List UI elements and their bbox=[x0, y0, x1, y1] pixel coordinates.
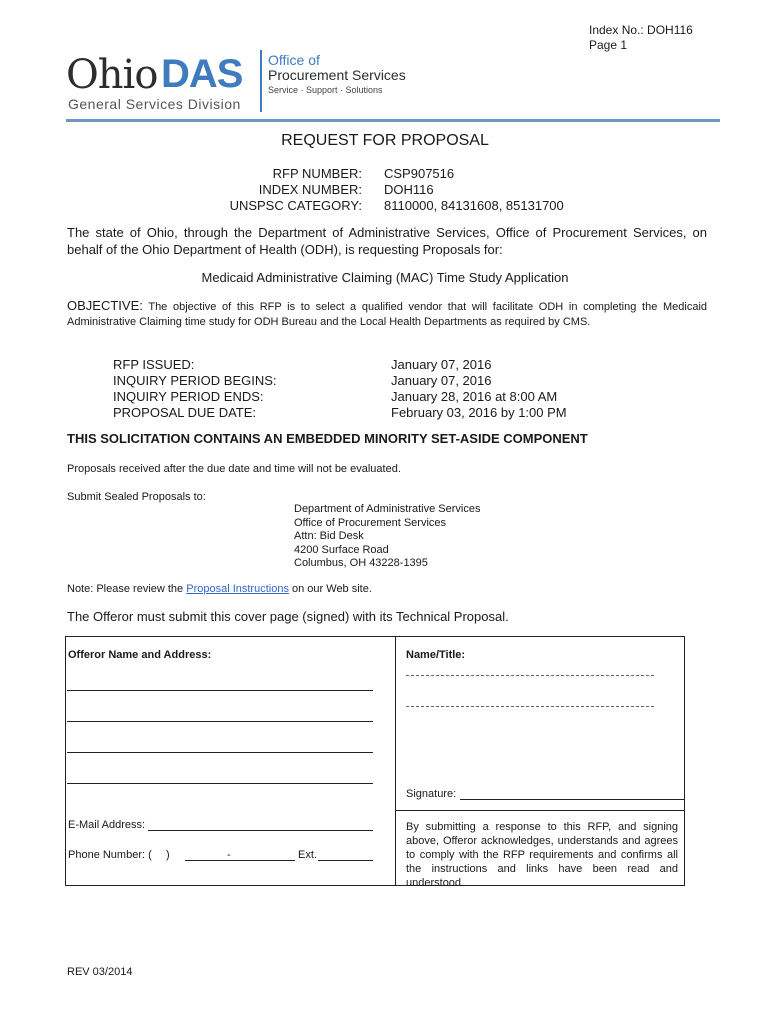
note-text bbox=[67, 583, 372, 595]
phone-number-line[interactable] bbox=[185, 860, 295, 861]
proposal-instructions-link[interactable]: Proposal Instructions bbox=[186, 583, 289, 595]
rfp-issued-value: January 07, 2016 bbox=[391, 357, 492, 372]
header-rule bbox=[66, 119, 720, 122]
inquiry-begins-label: INQUIRY PERIOD BEGINS: bbox=[113, 373, 277, 388]
rfp-info-labels bbox=[162, 166, 362, 214]
email-label: E-Mail Address: bbox=[68, 819, 146, 831]
index-number: Index No.: DOH116 bbox=[589, 23, 693, 37]
form-column-divider bbox=[395, 636, 396, 886]
offeror-note: The Offeror must submit this cover page (signed) with its Technical Proposal. bbox=[67, 609, 509, 624]
due-date-label: PROPOSAL DUE DATE: bbox=[113, 405, 257, 420]
objective-paragraph bbox=[67, 298, 707, 330]
consent-text: By submitting a response to this RFP, and signing above, Offeror acknowledges, understands and agrees to comply with the RFP requirements and confirms all the instructions and links have been read and understood. bbox=[406, 821, 678, 889]
address-line1: Department of Administrative Services bbox=[294, 503, 481, 515]
offeror-address-line-3[interactable] bbox=[67, 752, 373, 753]
offeror-address-line-4[interactable] bbox=[67, 783, 373, 784]
rfp-issued-label: RFP ISSUED: bbox=[113, 357, 195, 372]
late-notice: Proposals received after the due date and time will not be evaluated. bbox=[67, 463, 401, 475]
offeror-address-line-1[interactable] bbox=[67, 690, 373, 691]
email-line[interactable] bbox=[148, 830, 373, 831]
project-title: Medicaid Administrative Claiming (MAC) Time Study Application bbox=[201, 270, 569, 285]
index-number-label: INDEX NUMBER: bbox=[258, 182, 362, 197]
inquiry-ends-label: INQUIRY PERIOD ENDS: bbox=[113, 389, 264, 404]
inquiry-begins-value: January 07, 2016 bbox=[391, 373, 492, 388]
ext-line[interactable] bbox=[318, 860, 373, 861]
name-title-label: Name/Title: bbox=[406, 649, 466, 661]
ohio-das-logo bbox=[66, 50, 416, 114]
address-line3: Attn: Bid Desk bbox=[294, 530, 364, 542]
page-number: Page 1 bbox=[589, 38, 628, 52]
submit-label: Submit Sealed Proposals to: bbox=[67, 491, 206, 503]
address-line4: 4200 Surface Road bbox=[294, 543, 389, 556]
logo-ohio-text: Ohio bbox=[66, 52, 158, 98]
index-block bbox=[589, 23, 693, 53]
phone-paren-close: ) bbox=[166, 849, 170, 861]
name-title-line-2[interactable] bbox=[406, 706, 654, 707]
dates-labels bbox=[113, 357, 277, 421]
dates-values bbox=[391, 357, 567, 421]
index-number-value: DOH116 bbox=[384, 182, 434, 197]
rfp-number-label: RFP NUMBER: bbox=[272, 166, 362, 181]
inquiry-ends-value: January 28, 2016 at 8:00 AM bbox=[391, 389, 558, 404]
rfp-info-values bbox=[384, 166, 564, 214]
logo-tagline: Service · Support · Solutions bbox=[268, 85, 383, 95]
intro-paragraph: The state of Ohio, through the Department of Administrative Services, Office of Procurement Services, on behalf of the Ohio Department of Health (ODH), is requesting Proposals for: bbox=[67, 225, 707, 257]
address-line2: Office of Procurement Services bbox=[294, 516, 447, 529]
page-title: REQUEST FOR PROPOSAL bbox=[281, 132, 489, 149]
offeror-address-line-2[interactable] bbox=[67, 721, 373, 722]
unspsc-value: 8110000, 84131608, 85131700 bbox=[384, 198, 564, 213]
phone-label: Phone Number: ( bbox=[68, 849, 152, 861]
logo-divider bbox=[260, 50, 262, 112]
form-row-separator bbox=[395, 810, 685, 811]
signature-line[interactable] bbox=[460, 799, 685, 800]
offeror-name-address-label: Offeror Name and Address: bbox=[68, 649, 212, 661]
note-prefix: Note: Please review the bbox=[67, 583, 187, 595]
logo-das-text: DAS bbox=[161, 52, 243, 96]
logo-division-text: General Services Division bbox=[68, 96, 241, 112]
revision-footer: REV 03/2014 bbox=[67, 966, 133, 978]
address-line5: Columbus, OH 43228-1395 bbox=[294, 557, 428, 569]
unspsc-label: UNSPSC CATEGORY: bbox=[229, 198, 362, 213]
logo-office-line2: Procurement Services bbox=[268, 67, 406, 83]
signature-label: Signature: bbox=[406, 788, 457, 800]
rfp-number-value: CSP907516 bbox=[384, 166, 455, 181]
setaside-heading: THIS SOLICITATION CONTAINS AN EMBEDDED MINORITY SET-ASIDE COMPONENT bbox=[67, 431, 588, 446]
objective-label: OBJECTIVE: bbox=[67, 298, 143, 313]
note-suffix: on our Web site. bbox=[288, 583, 372, 595]
objective-text: The objective of this RFP is to select a qualified vendor that will facilitate ODH in completing the Medicaid Administrative Claiming time study for ODH Bureau and the Local Health Departments as required by CMS. bbox=[67, 301, 708, 328]
phone-dash: - bbox=[227, 849, 231, 861]
logo-office-line1: Office of bbox=[268, 52, 320, 68]
ext-label: Ext. bbox=[298, 849, 317, 861]
due-date-value: February 03, 2016 by 1:00 PM bbox=[391, 405, 567, 420]
submission-address bbox=[294, 503, 480, 571]
name-title-line-1[interactable] bbox=[406, 675, 654, 676]
